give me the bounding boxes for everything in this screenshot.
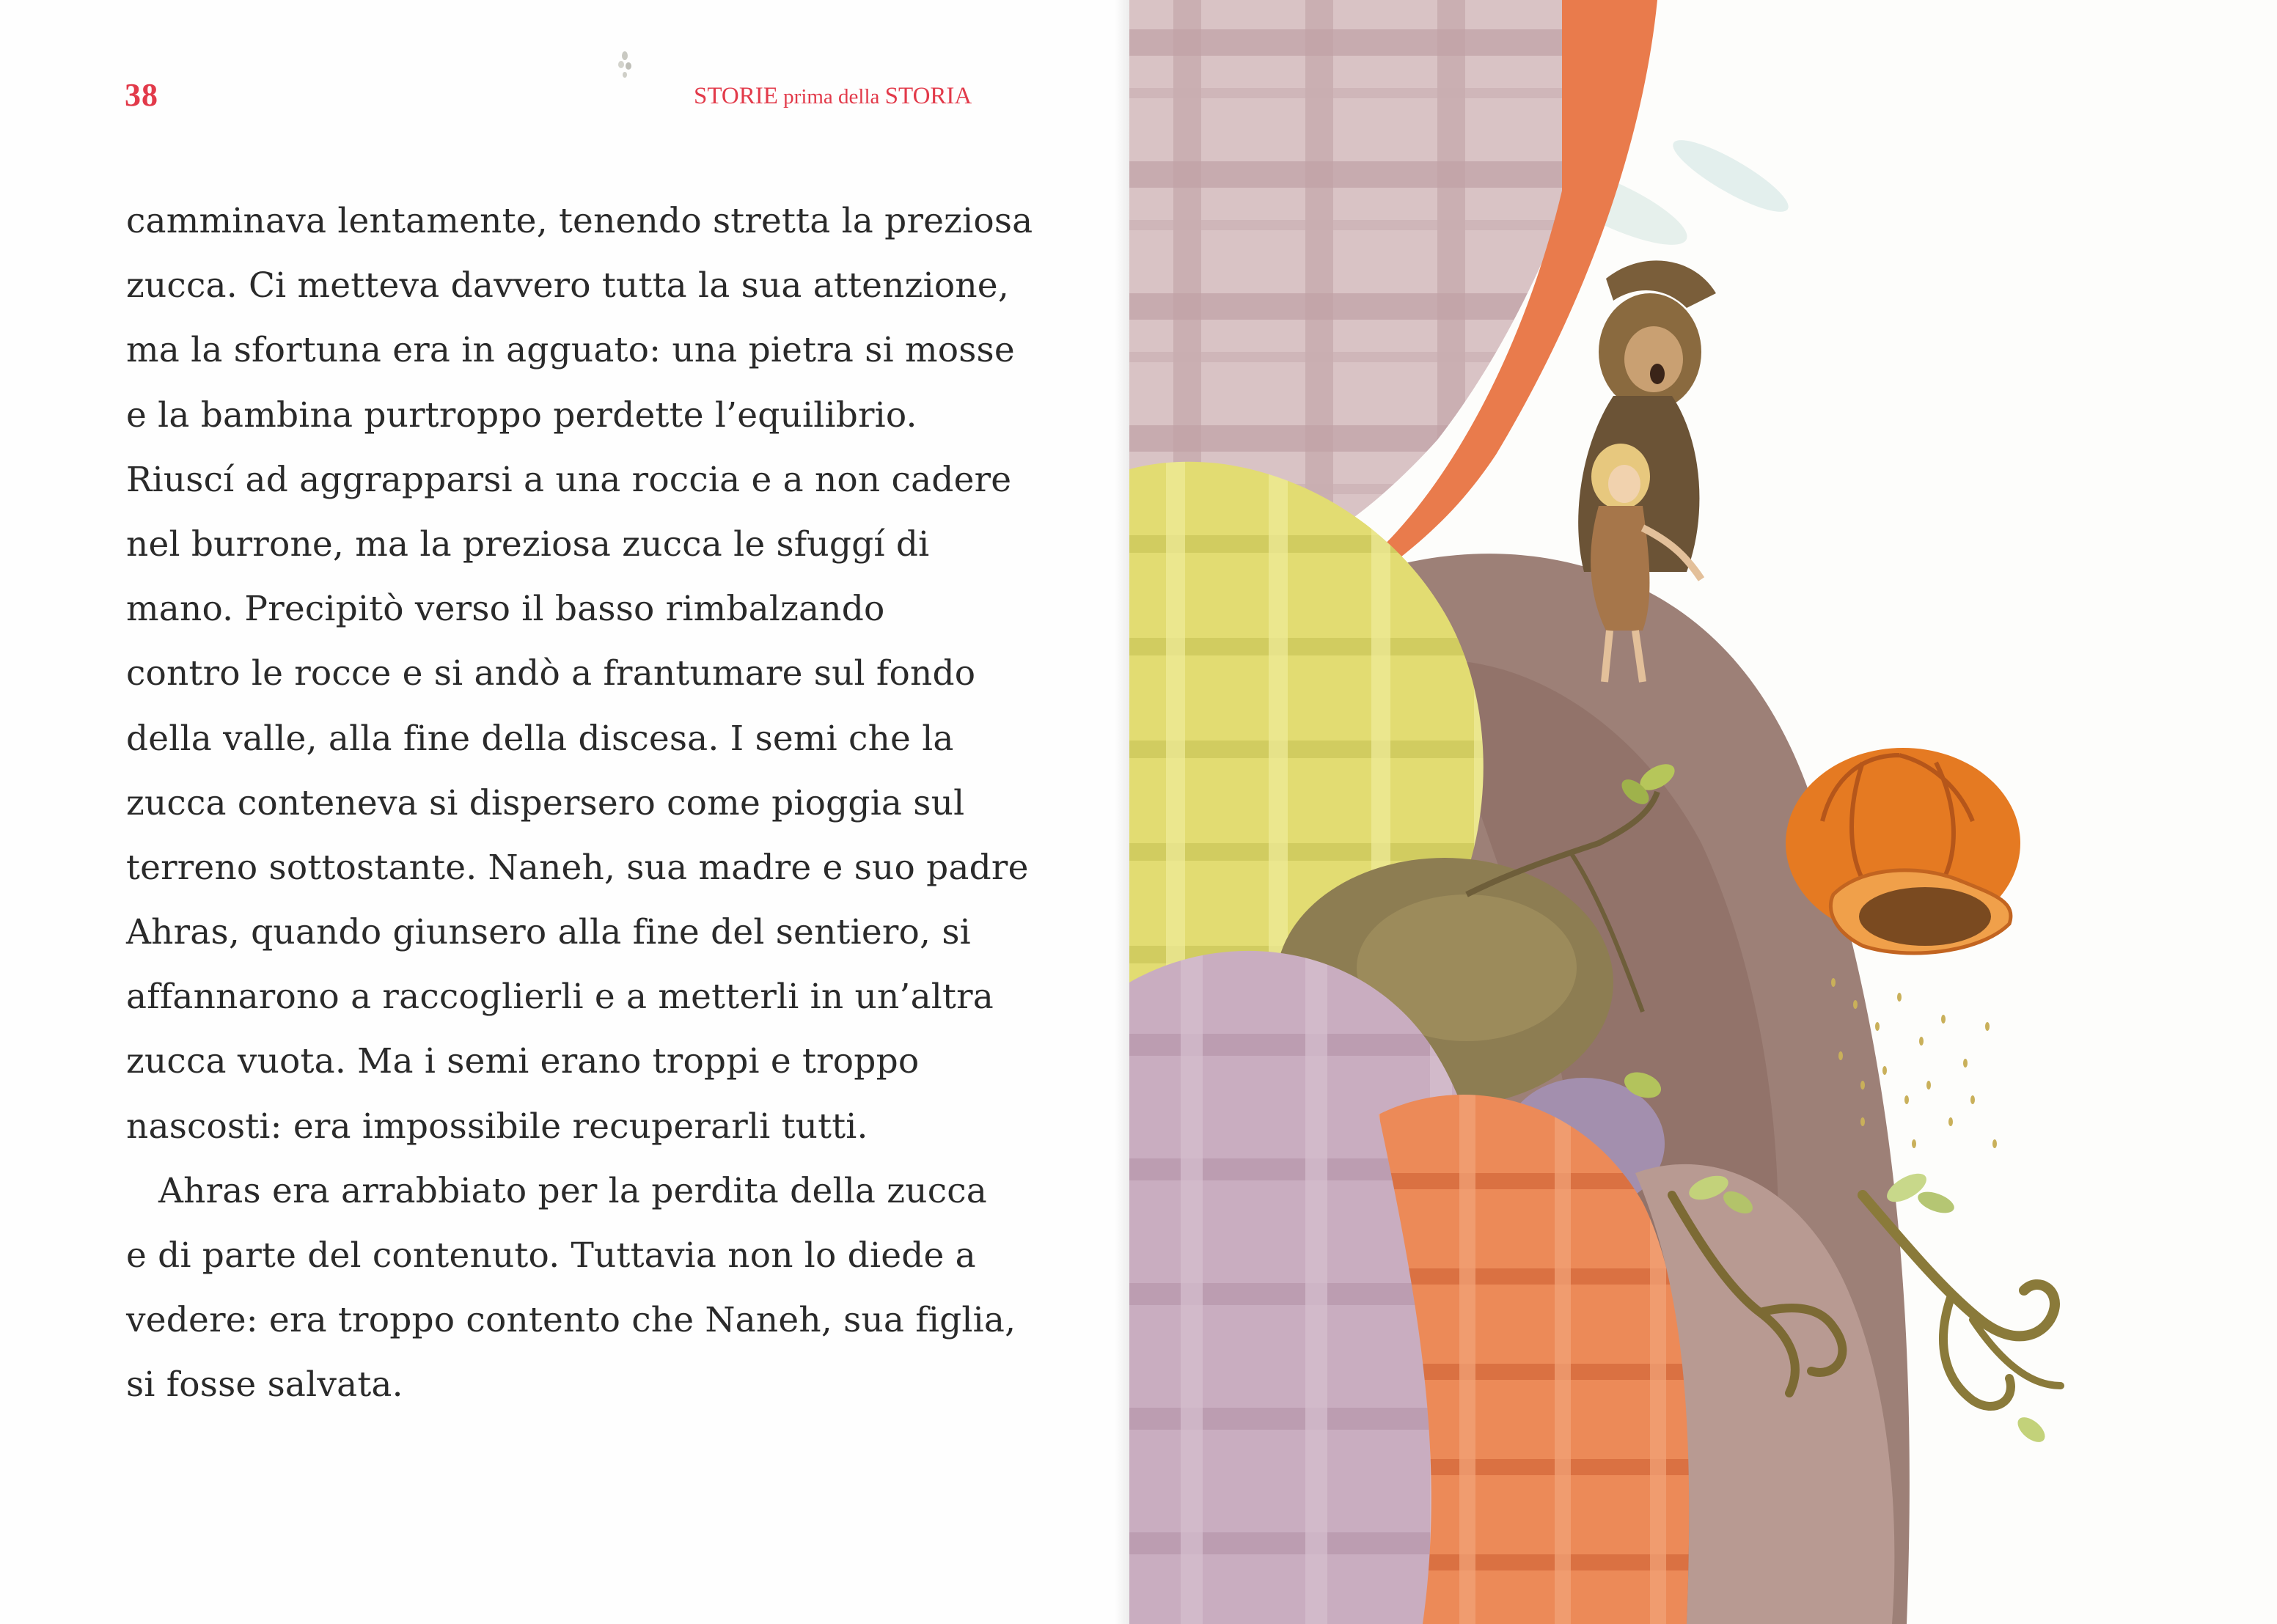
text-line: zucca. Ci metteva davvero tutta la sua attenzione,	[126, 265, 1009, 306]
text-line: affannarono a raccoglierli e a metterli in un’altra	[126, 977, 994, 1018]
running-header-storia: STORIA	[884, 83, 972, 109]
text-line: si fosse salvata.	[126, 1364, 403, 1406]
cloud-wisp	[1665, 129, 1796, 223]
text-line: Ahras, quando giunsero alla fine del sentiero, si	[126, 912, 971, 953]
text-line: ma la sfortuna era in agguato: una pietra si mosse	[126, 330, 1015, 371]
text-line: camminava lentamente, tenendo stretta la preziosa	[126, 201, 1033, 241]
left-page	[0, 0, 1129, 1624]
text-line: mano. Precipitò verso il basso rimbalzando	[126, 589, 885, 630]
running-header	[694, 83, 972, 110]
girl-face	[1608, 465, 1640, 503]
page-number: 38	[125, 77, 158, 113]
right-page	[1129, 0, 2277, 1624]
leaf-ornament-icon	[615, 48, 635, 81]
text-line: zucca vuota. Ma i semi erano troppi e troppo	[126, 1041, 920, 1082]
running-header-middle: prima della	[777, 85, 885, 109]
text-line: della valle, alla fine della discesa. I semi che la	[126, 718, 954, 759]
text-line: nascosti: era impossibile recuperarli tutti.	[126, 1106, 868, 1147]
pumpkin-inside	[1859, 887, 1991, 946]
text-line: contro le rocce e si andò a frantumare sul fondo	[126, 653, 976, 694]
caveman-mouth	[1650, 364, 1665, 384]
running-header-storie: STORIE	[694, 83, 778, 109]
text-line-paragraph-start: Ahras era arrabbiato per la perdita della zucca	[158, 1170, 987, 1211]
text-line: zucca conteneva si dispersero come pioggia sul	[126, 782, 965, 823]
cliff-illustration	[1129, 0, 2277, 1624]
text-line: e la bambina purtroppo perdette l’equilibrio.	[126, 394, 917, 436]
text-line: Riuscí ad aggrapparsi a una roccia e a non cadere	[126, 459, 1012, 500]
text-line: terreno sottostante. Naneh, sua madre e suo padre	[126, 847, 1029, 888]
text-line: e di parte del contenuto. Tuttavia non lo diede a	[126, 1235, 976, 1276]
body-text	[126, 189, 1079, 1418]
text-line: vedere: era troppo contento che Naneh, sua figlia,	[126, 1300, 1016, 1341]
girl-body	[1591, 506, 1649, 631]
text-line: nel burrone, ma la preziosa zucca le sfuggí di	[126, 523, 930, 565]
